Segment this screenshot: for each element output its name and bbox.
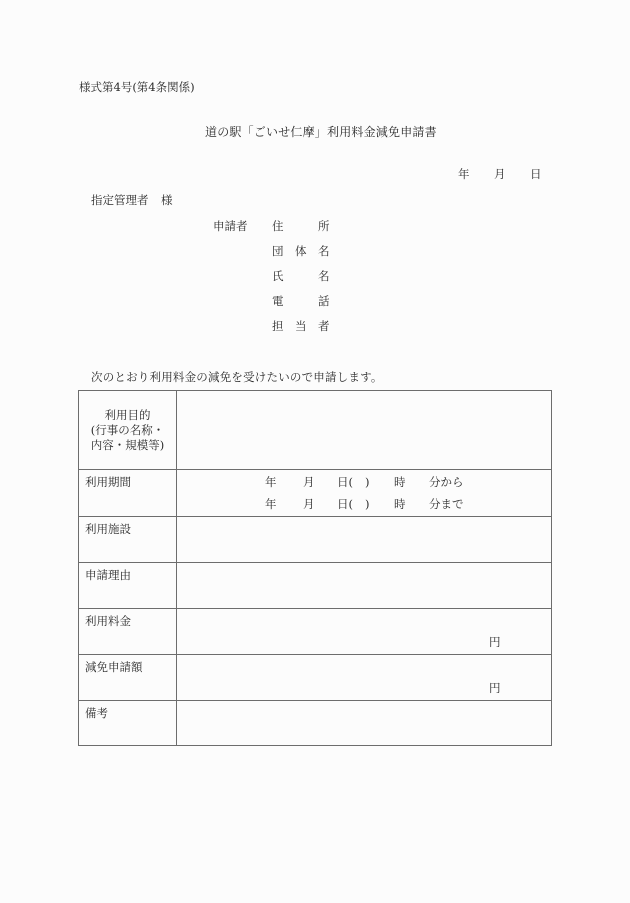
period-day: 日(	[337, 497, 353, 511]
applicant-field-phone	[272, 296, 332, 310]
row-divider	[79, 516, 551, 517]
field-char: 名	[318, 244, 330, 258]
period-minute: 分まで	[429, 497, 464, 511]
date-month-label: 月	[494, 167, 506, 181]
reduction-label: 減免申請額	[85, 660, 143, 674]
row-divider	[79, 654, 551, 655]
period-weekday-close: )	[365, 497, 370, 511]
date-year-label: 年	[458, 167, 470, 181]
field-char: 担	[272, 319, 284, 333]
reason-label: 申請理由	[85, 568, 131, 582]
field-char: 体	[295, 244, 307, 258]
field-char: 住	[272, 219, 284, 233]
period-hour: 時	[394, 475, 406, 489]
applicant-field-address	[272, 221, 332, 235]
period-weekday-close: )	[365, 475, 370, 489]
addressee-name: 指定管理者	[91, 193, 149, 207]
column-divider	[176, 391, 177, 745]
period-year: 年	[265, 475, 277, 489]
field-char: 氏	[272, 269, 284, 283]
period-minute: 分から	[429, 475, 464, 489]
intro-text: 次のとおり利用料金の減免を受けたいので申請します。	[91, 370, 383, 384]
purpose-label-line: 内容・規模等)	[90, 438, 165, 452]
field-char: 電	[272, 294, 284, 308]
field-char: 団	[272, 244, 284, 258]
facility-label: 利用施設	[85, 522, 131, 536]
period-day: 日(	[337, 475, 353, 489]
period-start-line	[176, 477, 551, 491]
applicant-field-name	[272, 271, 332, 285]
row-divider	[79, 562, 551, 563]
fee-label: 利用料金	[85, 614, 131, 628]
purpose-label	[79, 408, 176, 453]
period-month: 月	[303, 475, 315, 489]
field-char: 話	[318, 294, 330, 308]
field-char: 者	[318, 319, 330, 333]
row-divider	[79, 469, 551, 470]
period-month: 月	[303, 497, 315, 511]
reduction-unit: 円	[489, 681, 501, 695]
application-table	[78, 390, 552, 746]
purpose-label-line: 利用目的	[104, 408, 151, 422]
date-day-label: 日	[530, 167, 542, 181]
field-char: 所	[318, 219, 330, 233]
period-label: 利用期間	[85, 475, 131, 489]
row-divider	[79, 700, 551, 701]
addressee-suffix: 様	[161, 193, 173, 207]
form-number: 様式第4号(第4条関係)	[79, 80, 195, 94]
purpose-label-line: (行事の名称・	[90, 423, 165, 437]
applicant-label: 申請者	[213, 219, 248, 233]
period-hour: 時	[394, 497, 406, 511]
applicant-field-organization	[272, 246, 332, 260]
applicant-field-contact-person	[272, 321, 332, 335]
field-char: 当	[295, 319, 307, 333]
document-title: 道の駅「ごいせ仁摩」利用料金減免申請書	[205, 125, 437, 139]
period-year: 年	[265, 497, 277, 511]
period-end-line	[176, 499, 551, 513]
remarks-label: 備考	[85, 706, 108, 720]
fee-unit: 円	[489, 635, 501, 649]
field-char: 名	[318, 269, 330, 283]
row-divider	[79, 608, 551, 609]
